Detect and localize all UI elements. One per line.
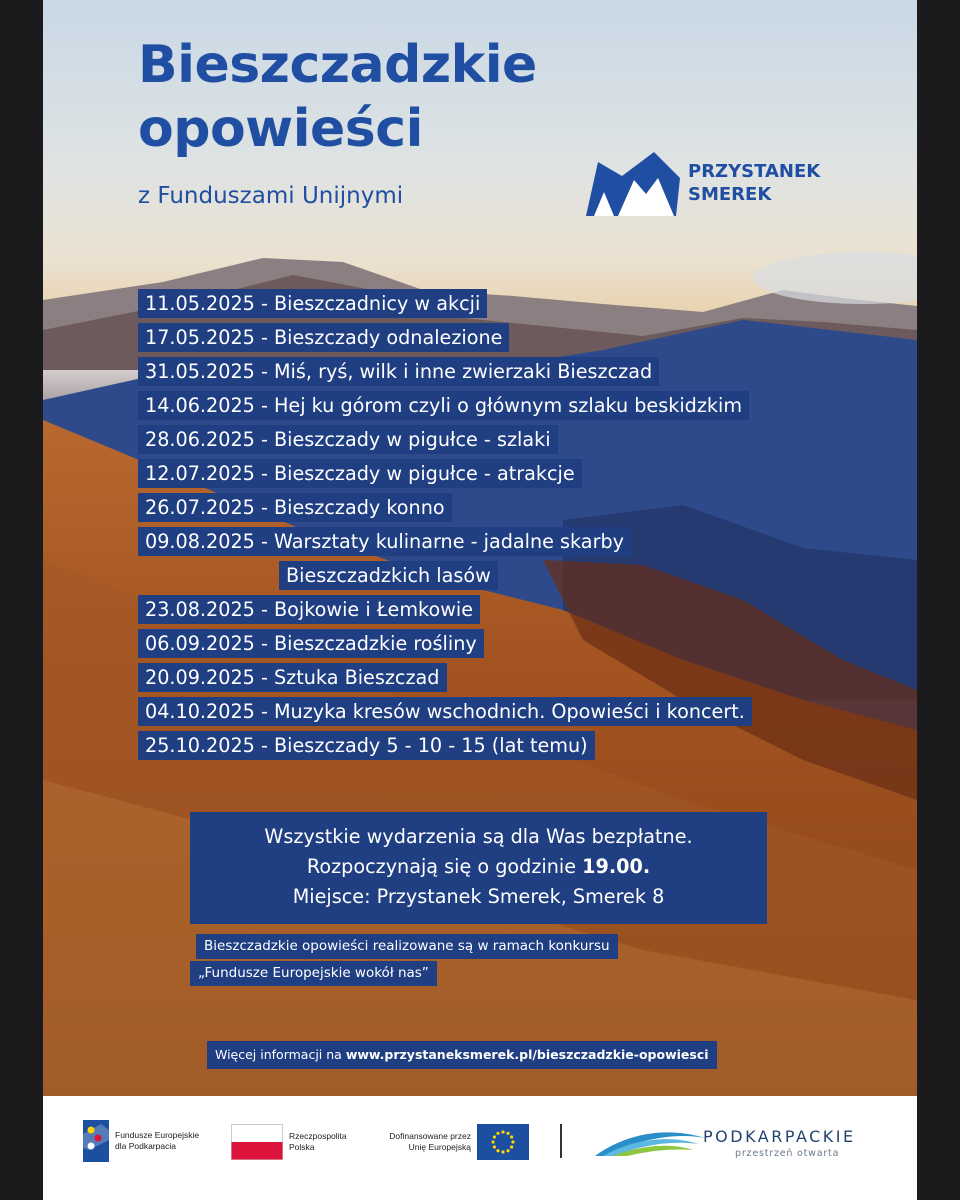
- event-date: 17.05.2025: [145, 326, 255, 349]
- poster: [43, 0, 917, 1200]
- info-location-line: Miejsce: Przystanek Smerek, Smerek 8: [292, 885, 665, 908]
- podkarpackie-logo-icon: [595, 1124, 707, 1158]
- fe-logo-line1: Fundusze Europejskie: [115, 1130, 200, 1140]
- event-label: [138, 663, 447, 692]
- event-label: [138, 391, 749, 420]
- event-title: Bieszczady odnalezione: [274, 326, 503, 349]
- event-separator: -: [254, 700, 274, 723]
- eu-logo-line2: Unię Europejską: [408, 1142, 471, 1152]
- event-label: [138, 425, 558, 454]
- event-title: Bieszczady konno: [274, 496, 445, 519]
- podkarpackie-name: PODKARPACKIE: [703, 1127, 856, 1146]
- brand-name-line2: SMEREK: [688, 184, 772, 205]
- event-label: [138, 527, 631, 556]
- brand-name: [688, 160, 820, 206]
- event-date: 11.05.2025: [145, 292, 255, 315]
- event-separator: -: [254, 292, 274, 315]
- event-date: 20.09.2025: [145, 666, 255, 689]
- info-time-value: 19.00.: [582, 855, 651, 878]
- event-date: 28.06.2025: [145, 428, 255, 451]
- more-info-link[interactable]: www.przystaneksmerek.pl/bieszczadzkie-opowiesci: [345, 1047, 709, 1062]
- info-box: [190, 812, 767, 924]
- event-title: Bieszczadnicy w akcji: [274, 292, 481, 315]
- event-label: [138, 595, 480, 624]
- event-separator: -: [254, 734, 274, 757]
- event-date: 04.10.2025: [145, 700, 255, 723]
- event-date: 31.05.2025: [145, 360, 255, 383]
- event-title: Hej ku górom czyli o głównym szlaku beskidzkim: [274, 394, 743, 417]
- event-title: Bieszczady 5 - 10 - 15 (lat temu): [274, 734, 588, 757]
- event-separator: -: [254, 666, 274, 689]
- info-time-line: [190, 852, 767, 882]
- event-label: [138, 731, 595, 760]
- event-title: Sztuka Bieszczad: [274, 666, 440, 689]
- event-title: Warsztaty kulinarne - jadalne skarby: [274, 530, 624, 553]
- contest-note-line1: Bieszczadzkie opowieści realizowane są w ramach konkursu: [196, 934, 618, 959]
- event-date: 14.06.2025: [145, 394, 255, 417]
- contest-note-line2: „Fundusze Europejskie wokół nas”: [190, 961, 437, 986]
- fe-logo-text: [115, 1130, 199, 1152]
- event-separator: -: [254, 496, 274, 519]
- event-title: Muzyka kresów wschodnich. Opowieści i koncert.: [274, 700, 745, 723]
- eu-logo-line1: Dofinansowane przez: [389, 1131, 471, 1141]
- more-info-bar: [207, 1041, 717, 1069]
- event-separator: -: [254, 428, 274, 451]
- event-title: Bojkowie i Łemkowie: [274, 598, 474, 621]
- event-separator: -: [254, 360, 274, 383]
- event-date: 09.08.2025: [145, 530, 255, 553]
- fe-logo-line2: dla Podkarpacia: [115, 1141, 176, 1151]
- event-label: [138, 323, 509, 352]
- brand-name-line1: PRZYSTANEK: [688, 161, 821, 182]
- event-title-continuation: Bieszczadzkich lasów: [279, 561, 498, 590]
- event-date: 23.08.2025: [145, 598, 255, 621]
- event-label: [138, 629, 484, 658]
- podkarpackie-tagline: przestrzeń otwarta: [735, 1148, 840, 1159]
- rp-logo-line1: Rzeczpospolita: [289, 1131, 347, 1141]
- event-title: Bieszczady w pigułce - atrakcje: [274, 462, 575, 485]
- event-title: Bieszczadzkie rośliny: [274, 632, 477, 655]
- eu-flag-icon: [477, 1124, 529, 1160]
- rp-logo-line2: Polska: [289, 1142, 315, 1152]
- event-label: [138, 357, 659, 386]
- info-free-line: Wszystkie wydarzenia są dla Was bezpłatne.: [264, 825, 693, 848]
- event-separator: -: [254, 462, 274, 485]
- event-label: [138, 459, 582, 488]
- event-separator: -: [254, 632, 274, 655]
- footer-divider: [560, 1124, 562, 1158]
- event-date: 06.09.2025: [145, 632, 255, 655]
- info-time-prefix: Rozpoczynają się o godzinie: [306, 855, 583, 878]
- event-label: [138, 697, 752, 726]
- page-subtitle: z Funduszami Unijnymi: [138, 183, 404, 209]
- event-separator: -: [254, 530, 274, 553]
- fundusze-europejskie-logo-icon: [83, 1120, 109, 1162]
- event-date: 26.07.2025: [145, 496, 255, 519]
- eu-logo-text: [376, 1131, 471, 1153]
- rp-logo-text: [289, 1131, 347, 1153]
- event-title: Bieszczady w pigułce - szlaki: [274, 428, 551, 451]
- more-info-prefix: Więcej informacji na: [215, 1047, 346, 1062]
- event-date: 12.07.2025: [145, 462, 255, 485]
- event-date: 25.10.2025: [145, 734, 255, 757]
- event-title: Miś, ryś, wilk i inne zwierzaki Bieszczad: [274, 360, 653, 383]
- event-separator: -: [254, 326, 274, 349]
- event-separator: -: [254, 394, 274, 417]
- polish-flag-icon: [231, 1124, 283, 1160]
- event-separator: -: [254, 598, 274, 621]
- event-label: [138, 493, 452, 522]
- page-title: Bieszczadzkie opowieści: [138, 35, 537, 159]
- event-label: [138, 289, 487, 318]
- przystanek-smerek-logo-icon: [584, 150, 682, 218]
